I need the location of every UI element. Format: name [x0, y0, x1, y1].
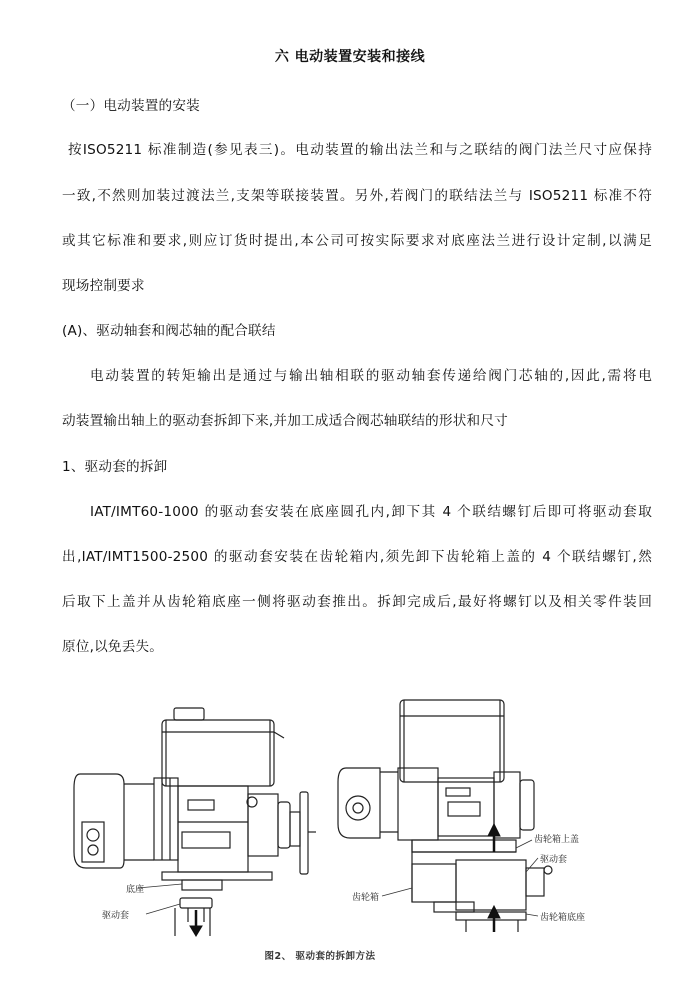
actuator-drawing: [62, 692, 652, 942]
left-actuator-drawing: [74, 708, 316, 936]
section-heading: （一）电动装置的安装: [62, 98, 200, 114]
paragraph3-line-3: 后取下上盖并从齿轮箱底座一侧将驱动套推出。拆卸完成后,最好将螺钉以及相关零件装回: [62, 594, 652, 610]
label-gearbox-cover: 齿轮箱上盖: [534, 835, 580, 845]
paragraph3-line-2: 出,IAT/IMT1500-2500 的驱动套安装在齿轮箱内,须先卸下齿轮箱上盖的 4 个联结螺钉,然: [62, 549, 652, 565]
label-gearbox-base: 齿轮箱底座: [540, 913, 586, 923]
paragraph2-line-2: 动装置输出轴上的驱动套拆卸下来,并加工成适合阀芯轴联结的形状和尺寸: [62, 413, 508, 429]
subheading-a: (A)、驱动轴套和阀芯轴的配合联结: [62, 323, 276, 339]
page-title: 六 电动装置安装和接线: [274, 49, 426, 65]
paragraph1-line-4: 现场控制要求: [62, 278, 145, 294]
paragraph3-line-4: 原位,以免丢失。: [62, 639, 164, 655]
subheading-1: 1、驱动套的拆卸: [62, 459, 168, 475]
actuator-figure: [62, 692, 652, 942]
label-base: 底座: [126, 885, 145, 895]
paragraph1-line-1: 按ISO5211 标准制造(参见表三)。电动装置的输出法兰和与之联结的阀门法兰尺寸应保持: [68, 142, 652, 158]
paragraph3-line-1: IAT/IMT60-1000 的驱动套安装在底座圆孔内,卸下其 4 个联结螺钉后即可将驱动套取: [90, 504, 652, 520]
paragraph1-line-3: 或其它标准和要求,则应订货时提出,本公司可按实际要求对底座法兰进行设计定制,以满足: [62, 233, 652, 249]
label-gearbox: 齿轮箱: [352, 893, 380, 903]
label-drive-sleeve-right: 驱动套: [540, 855, 568, 865]
paragraph1-line-2: 一致,不然则加装过渡法兰,支架等联接装置。另外,若阀门的联结法兰与 ISO5211 标准不符: [62, 188, 652, 204]
left-disassembly-arrow: [190, 910, 202, 936]
paragraph2-line-1: 电动装置的转矩输出是通过与输出轴相联的驱动轴套传递给阀门芯轴的,因此,需将电: [90, 368, 652, 384]
label-drive-sleeve-left: 驱动套: [102, 911, 130, 921]
figure-caption: 图2、 驱动套的拆卸方法: [264, 951, 376, 962]
